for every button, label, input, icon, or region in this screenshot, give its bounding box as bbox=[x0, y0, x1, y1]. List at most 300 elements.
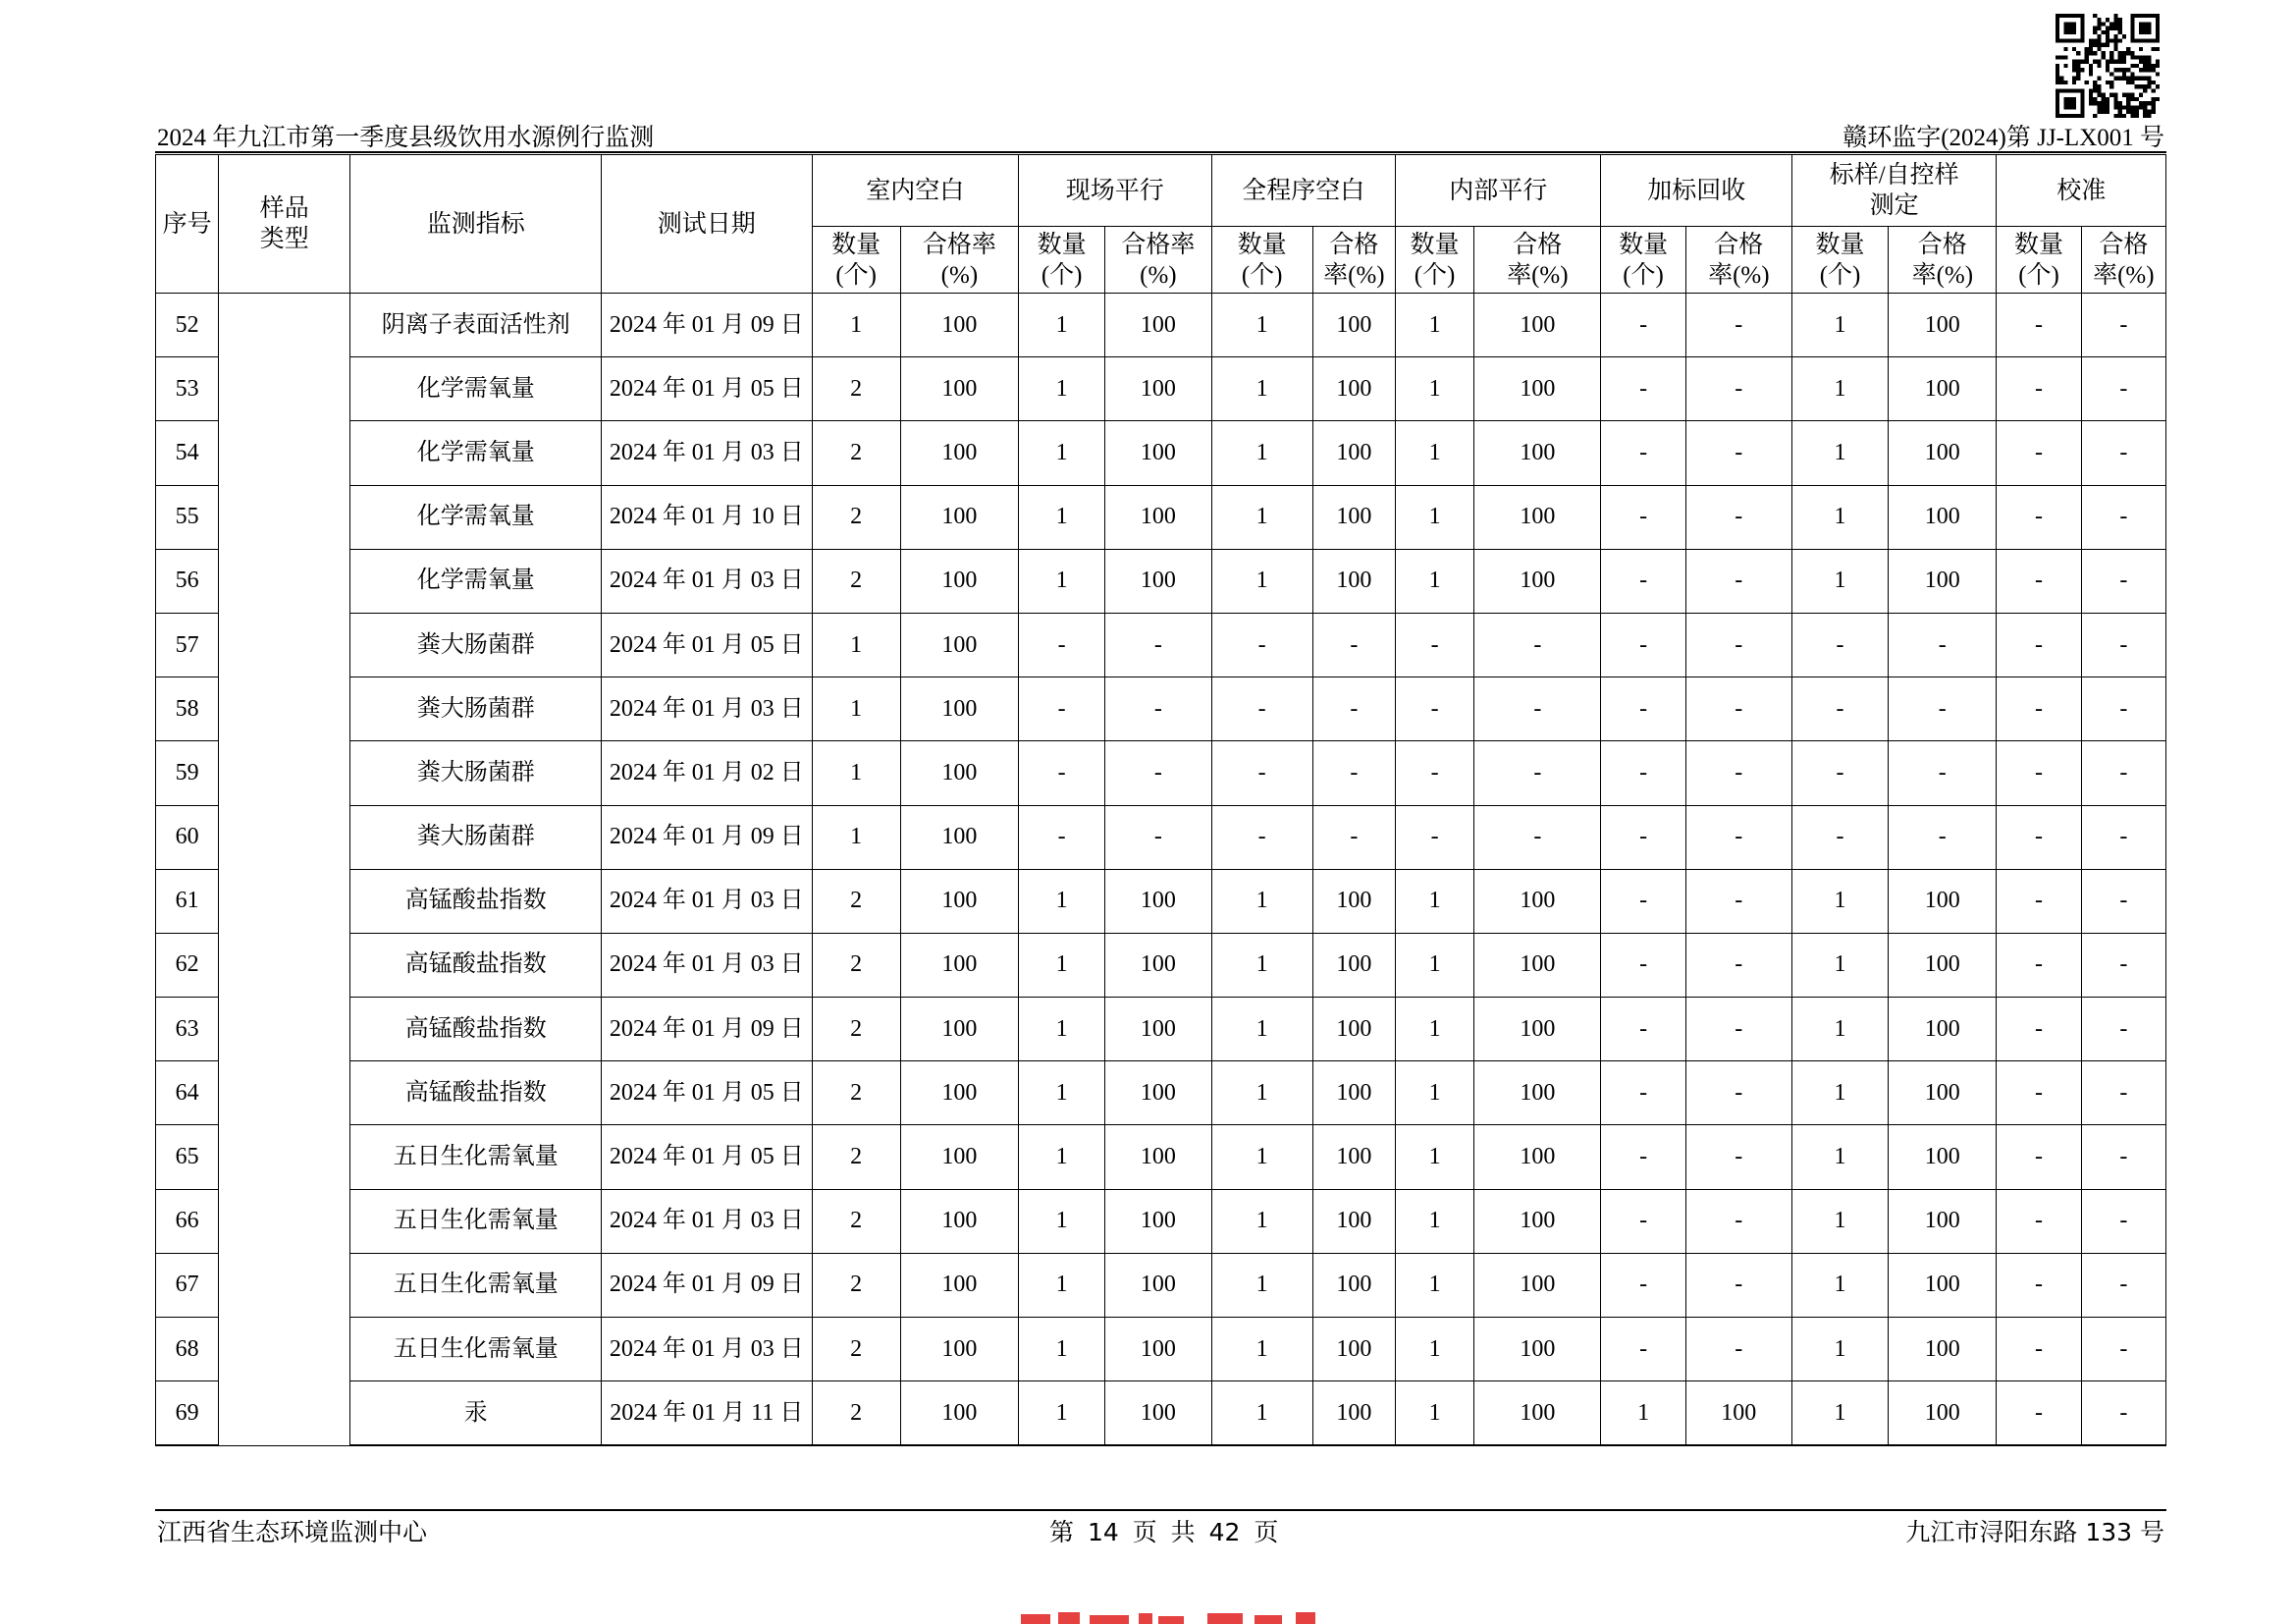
th-group: 现场平行 bbox=[1019, 155, 1211, 227]
cell-value: 100 bbox=[900, 998, 1018, 1061]
cell-value: 1 bbox=[1019, 485, 1105, 549]
cell-value: - bbox=[1601, 741, 1685, 805]
cell-value: 100 bbox=[1889, 294, 1997, 357]
cell-value: 100 bbox=[1474, 1189, 1601, 1253]
cell-value: - bbox=[1889, 741, 1997, 805]
cell-value: - bbox=[1312, 677, 1395, 741]
cell-value: 100 bbox=[1312, 1253, 1395, 1317]
cell-value: 1 bbox=[1395, 549, 1473, 613]
cell-value: 2 bbox=[812, 1381, 900, 1446]
cell-value: - bbox=[1019, 741, 1105, 805]
cell-value: 1 bbox=[1019, 869, 1105, 933]
cell-value: - bbox=[2081, 613, 2165, 677]
cell-value: - bbox=[1601, 677, 1685, 741]
th-sub: 数量 (个) bbox=[1211, 227, 1312, 294]
cell-value: 2 bbox=[812, 1253, 900, 1317]
cell-seq: 60 bbox=[156, 805, 219, 869]
cell-value: 1 bbox=[1211, 1381, 1312, 1446]
cell-test-date: 2024 年 01 月 03 日 bbox=[602, 1189, 813, 1253]
cell-value: 1 bbox=[1791, 1061, 1888, 1125]
cell-value: - bbox=[2081, 677, 2165, 741]
cell-value: 1 bbox=[1211, 1318, 1312, 1381]
cell-test-date: 2024 年 01 月 02 日 bbox=[602, 741, 813, 805]
cell-value: - bbox=[1211, 677, 1312, 741]
cell-value: 2 bbox=[812, 933, 900, 997]
cell-value: - bbox=[1997, 421, 2081, 485]
cell-value: 100 bbox=[900, 549, 1018, 613]
cell-value: 100 bbox=[1105, 1253, 1211, 1317]
cell-value: 1 bbox=[1019, 294, 1105, 357]
cell-value: - bbox=[1997, 1253, 2081, 1317]
cell-value: 100 bbox=[1105, 1061, 1211, 1125]
cell-value: - bbox=[1685, 677, 1791, 741]
header-rule bbox=[155, 151, 2166, 153]
cell-value: 100 bbox=[1474, 485, 1601, 549]
cell-value: - bbox=[1685, 1061, 1791, 1125]
cell-value: 100 bbox=[900, 1189, 1018, 1253]
cell-value: - bbox=[1019, 613, 1105, 677]
cell-value: - bbox=[1601, 421, 1685, 485]
cell-value: - bbox=[1105, 677, 1211, 741]
th-sub: 合格率 (%) bbox=[900, 227, 1018, 294]
cell-value: - bbox=[2081, 485, 2165, 549]
cell-value: 2 bbox=[812, 1061, 900, 1125]
th-sub: 数量 (个) bbox=[1395, 227, 1473, 294]
th-group: 内部平行 bbox=[1395, 155, 1601, 227]
cell-value: 2 bbox=[812, 998, 900, 1061]
cell-value: 100 bbox=[1312, 485, 1395, 549]
cell-value: 100 bbox=[900, 1318, 1018, 1381]
cell-value: 1 bbox=[1395, 933, 1473, 997]
cell-value: 1 bbox=[1211, 1061, 1312, 1125]
cell-value: - bbox=[1685, 1125, 1791, 1189]
cell-value: - bbox=[1312, 741, 1395, 805]
cell-value: - bbox=[1685, 1189, 1791, 1253]
cell-value: 100 bbox=[900, 933, 1018, 997]
cell-value: 1 bbox=[812, 741, 900, 805]
cell-value: 1 bbox=[1791, 357, 1888, 421]
table-row bbox=[156, 549, 2166, 613]
cell-value: - bbox=[1685, 1253, 1791, 1317]
cell-value: 1 bbox=[1395, 869, 1473, 933]
cell-value: - bbox=[1105, 741, 1211, 805]
cell-indicator: 粪大肠菌群 bbox=[350, 805, 602, 869]
cell-value: 1 bbox=[1395, 1318, 1473, 1381]
table-row bbox=[156, 421, 2166, 485]
cell-test-date: 2024 年 01 月 09 日 bbox=[602, 805, 813, 869]
cell-value: - bbox=[1997, 1125, 2081, 1189]
cell-value: - bbox=[1997, 1189, 2081, 1253]
cell-value: 100 bbox=[900, 741, 1018, 805]
cell-value: - bbox=[2081, 1318, 2165, 1381]
cell-test-date: 2024 年 01 月 05 日 bbox=[602, 1061, 813, 1125]
cell-test-date: 2024 年 01 月 03 日 bbox=[602, 1318, 813, 1381]
cell-value: 2 bbox=[812, 1318, 900, 1381]
table-row bbox=[156, 741, 2166, 805]
cell-value: 100 bbox=[1105, 869, 1211, 933]
cell-value: 1 bbox=[1019, 357, 1105, 421]
cell-value: 1 bbox=[1211, 485, 1312, 549]
cell-value: 1 bbox=[1791, 1318, 1888, 1381]
cell-value: 1 bbox=[1791, 421, 1888, 485]
cell-value: - bbox=[1312, 805, 1395, 869]
cell-test-date: 2024 年 01 月 10 日 bbox=[602, 485, 813, 549]
cell-value: - bbox=[1312, 613, 1395, 677]
cell-value: - bbox=[1791, 741, 1888, 805]
cell-value: - bbox=[2081, 1253, 2165, 1317]
cell-indicator: 化学需氧量 bbox=[350, 421, 602, 485]
th-test-date: 测试日期 bbox=[602, 155, 813, 294]
cell-value: 1 bbox=[812, 677, 900, 741]
cell-value: - bbox=[1685, 805, 1791, 869]
th-sub: 合格 率(%) bbox=[1889, 227, 1997, 294]
cell-value: 100 bbox=[1105, 1318, 1211, 1381]
cell-value: 1 bbox=[1791, 1189, 1888, 1253]
cell-value: 1 bbox=[1395, 998, 1473, 1061]
cell-value: 100 bbox=[1312, 1189, 1395, 1253]
footer-rule bbox=[155, 1509, 2166, 1511]
cell-value: - bbox=[1685, 485, 1791, 549]
cell-value: 100 bbox=[900, 294, 1018, 357]
cell-seq: 66 bbox=[156, 1189, 219, 1253]
cell-value: - bbox=[1997, 613, 2081, 677]
cell-value: 100 bbox=[1105, 933, 1211, 997]
cell-value: 2 bbox=[812, 485, 900, 549]
th-seq: 序号 bbox=[156, 155, 219, 294]
table-row bbox=[156, 869, 2166, 933]
cell-value: - bbox=[1997, 677, 2081, 741]
cell-value: 100 bbox=[1889, 357, 1997, 421]
cell-value: - bbox=[2081, 998, 2165, 1061]
qc-table bbox=[155, 154, 2166, 1446]
cell-value: - bbox=[1601, 998, 1685, 1061]
cell-seq: 58 bbox=[156, 677, 219, 741]
cell-value: 100 bbox=[1105, 1125, 1211, 1189]
cell-value: 100 bbox=[1312, 869, 1395, 933]
cell-value: - bbox=[1791, 613, 1888, 677]
cell-value: 1 bbox=[1019, 1381, 1105, 1446]
footer-org: 江西省生态环境监测中心 bbox=[157, 1518, 428, 1546]
cell-value: - bbox=[2081, 421, 2165, 485]
cell-value: 100 bbox=[900, 421, 1018, 485]
cell-value: - bbox=[1601, 549, 1685, 613]
cell-value: 1 bbox=[1211, 1189, 1312, 1253]
cell-value: - bbox=[2081, 294, 2165, 357]
th-group-label: 标样/自控样 测定 bbox=[1829, 162, 1959, 219]
cell-indicator: 五日生化需氧量 bbox=[350, 1125, 602, 1189]
cell-value: 100 bbox=[900, 613, 1018, 677]
cell-value: - bbox=[2081, 549, 2165, 613]
cell-value: 1 bbox=[1211, 421, 1312, 485]
th-group bbox=[1791, 155, 1997, 227]
th-sub: 数量 (个) bbox=[1601, 227, 1685, 294]
cell-value: - bbox=[1997, 485, 2081, 549]
cell-value: - bbox=[2081, 1189, 2165, 1253]
cell-value: - bbox=[1997, 741, 2081, 805]
cell-value: 100 bbox=[1889, 421, 1997, 485]
cell-value: - bbox=[1889, 805, 1997, 869]
cell-value: 2 bbox=[812, 421, 900, 485]
cell-seq: 62 bbox=[156, 933, 219, 997]
cell-value: - bbox=[1211, 613, 1312, 677]
th-sub: 合格 率(%) bbox=[1685, 227, 1791, 294]
cell-value: 100 bbox=[1312, 933, 1395, 997]
cell-value: 100 bbox=[1889, 1125, 1997, 1189]
cell-value: 100 bbox=[1312, 1318, 1395, 1381]
cell-value: 2 bbox=[812, 869, 900, 933]
cell-value: - bbox=[1395, 805, 1473, 869]
cell-value: - bbox=[1474, 741, 1601, 805]
cell-test-date: 2024 年 01 月 09 日 bbox=[602, 998, 813, 1061]
cell-value: - bbox=[1601, 485, 1685, 549]
cell-test-date: 2024 年 01 月 05 日 bbox=[602, 1125, 813, 1189]
cell-value: - bbox=[1997, 869, 2081, 933]
th-sub: 数量 (个) bbox=[812, 227, 900, 294]
cell-value: - bbox=[1019, 677, 1105, 741]
cell-seq: 69 bbox=[156, 1381, 219, 1446]
cell-value: 100 bbox=[900, 485, 1018, 549]
cell-value: 1 bbox=[1395, 294, 1473, 357]
cell-indicator: 化学需氧量 bbox=[350, 485, 602, 549]
cell-seq: 67 bbox=[156, 1253, 219, 1317]
cell-value: 100 bbox=[1312, 294, 1395, 357]
cell-value: - bbox=[1997, 357, 2081, 421]
th-sub: 合格率 (%) bbox=[1105, 227, 1211, 294]
cell-indicator: 粪大肠菌群 bbox=[350, 741, 602, 805]
cell-seq: 53 bbox=[156, 357, 219, 421]
qr-code-icon bbox=[2056, 14, 2160, 118]
cell-seq: 59 bbox=[156, 741, 219, 805]
cell-value: - bbox=[1791, 805, 1888, 869]
cell-value: - bbox=[1601, 1061, 1685, 1125]
table-row bbox=[156, 294, 2166, 357]
cell-value: - bbox=[1474, 677, 1601, 741]
th-sub: 数量 (个) bbox=[1019, 227, 1105, 294]
cell-value: 2 bbox=[812, 1125, 900, 1189]
cell-indicator: 粪大肠菌群 bbox=[350, 613, 602, 677]
cell-value: 100 bbox=[1474, 1061, 1601, 1125]
cell-value: 1 bbox=[1211, 998, 1312, 1061]
cell-value: - bbox=[1685, 613, 1791, 677]
cell-value: - bbox=[1685, 421, 1791, 485]
cell-value: 100 bbox=[1474, 933, 1601, 997]
cell-value: 1 bbox=[1019, 1189, 1105, 1253]
cell-value: 100 bbox=[1105, 549, 1211, 613]
cell-value: 100 bbox=[1474, 869, 1601, 933]
cell-value: - bbox=[2081, 869, 2165, 933]
cell-seq: 63 bbox=[156, 998, 219, 1061]
cell-test-date: 2024 年 01 月 03 日 bbox=[602, 549, 813, 613]
cell-value: 1 bbox=[812, 805, 900, 869]
cell-value: 100 bbox=[1474, 549, 1601, 613]
cell-value: - bbox=[2081, 1381, 2165, 1446]
cell-value: - bbox=[1685, 549, 1791, 613]
th-group: 室内空白 bbox=[812, 155, 1019, 227]
cell-value: 100 bbox=[1312, 549, 1395, 613]
cell-value: - bbox=[1791, 677, 1888, 741]
cell-value: - bbox=[1685, 1318, 1791, 1381]
cell-value: 1 bbox=[1791, 869, 1888, 933]
table-row bbox=[156, 357, 2166, 421]
cell-value: - bbox=[1474, 613, 1601, 677]
cell-seq: 56 bbox=[156, 549, 219, 613]
cell-value: 100 bbox=[1889, 1061, 1997, 1125]
cell-value: 1 bbox=[1019, 421, 1105, 485]
cell-seq: 61 bbox=[156, 869, 219, 933]
cell-value: - bbox=[1601, 1189, 1685, 1253]
cell-value: 1 bbox=[1791, 1381, 1888, 1446]
cell-value: - bbox=[1601, 613, 1685, 677]
cell-value: 1 bbox=[812, 294, 900, 357]
cell-value: - bbox=[1395, 741, 1473, 805]
cell-indicator: 化学需氧量 bbox=[350, 549, 602, 613]
cell-value: - bbox=[1685, 869, 1791, 933]
cell-test-date: 2024 年 01 月 09 日 bbox=[602, 294, 813, 357]
cell-value: - bbox=[1601, 1253, 1685, 1317]
cell-value: 1 bbox=[1395, 357, 1473, 421]
cell-value: 100 bbox=[1474, 1318, 1601, 1381]
cell-value: 1 bbox=[1601, 1381, 1685, 1446]
cell-value: 2 bbox=[812, 357, 900, 421]
cell-value: 100 bbox=[1312, 1061, 1395, 1125]
cell-value: - bbox=[1889, 613, 1997, 677]
cell-value: 100 bbox=[900, 1381, 1018, 1446]
th-sample-type bbox=[219, 155, 350, 294]
cell-value: - bbox=[1601, 1318, 1685, 1381]
cell-value: - bbox=[1601, 357, 1685, 421]
cell-seq: 65 bbox=[156, 1125, 219, 1189]
cell-value: 100 bbox=[1312, 1125, 1395, 1189]
cell-value: 100 bbox=[1105, 357, 1211, 421]
cell-value: 100 bbox=[1889, 1381, 1997, 1446]
cell-value: - bbox=[1889, 677, 1997, 741]
cell-value: 100 bbox=[1312, 421, 1395, 485]
cell-value: 100 bbox=[1105, 294, 1211, 357]
cell-value: 100 bbox=[1474, 1125, 1601, 1189]
cell-value: - bbox=[1211, 805, 1312, 869]
cell-indicator: 五日生化需氧量 bbox=[350, 1189, 602, 1253]
cell-value: 1 bbox=[1395, 1125, 1473, 1189]
cell-value: 1 bbox=[1791, 1125, 1888, 1189]
cell-indicator: 高锰酸盐指数 bbox=[350, 1061, 602, 1125]
table-row bbox=[156, 1125, 2166, 1189]
cell-value: 100 bbox=[1474, 998, 1601, 1061]
th-sample-type-label: 样品 类型 bbox=[259, 195, 309, 252]
cell-value: 1 bbox=[1395, 485, 1473, 549]
table-row bbox=[156, 1061, 2166, 1125]
table-row bbox=[156, 677, 2166, 741]
cell-value: - bbox=[2081, 741, 2165, 805]
cell-value: 100 bbox=[1312, 357, 1395, 421]
cell-value: 100 bbox=[1889, 485, 1997, 549]
cell-value: - bbox=[1997, 1318, 2081, 1381]
cell-value: - bbox=[1105, 805, 1211, 869]
cell-value: 1 bbox=[1019, 1253, 1105, 1317]
cell-indicator: 高锰酸盐指数 bbox=[350, 998, 602, 1061]
cell-value: - bbox=[1685, 933, 1791, 997]
cell-value: 100 bbox=[900, 805, 1018, 869]
cell-indicator: 五日生化需氧量 bbox=[350, 1253, 602, 1317]
cell-value: 100 bbox=[1889, 869, 1997, 933]
cell-value: 1 bbox=[1211, 549, 1312, 613]
cell-value: 100 bbox=[1312, 1381, 1395, 1446]
table-row bbox=[156, 1318, 2166, 1381]
table-row bbox=[156, 485, 2166, 549]
cell-indicator: 高锰酸盐指数 bbox=[350, 933, 602, 997]
cell-value: - bbox=[2081, 1061, 2165, 1125]
report-number: 赣环监字(2024)第 JJ-LX001 号 bbox=[1842, 125, 2164, 151]
footer-page-number: 第 14 页 共 42 页 bbox=[1049, 1518, 1279, 1546]
cell-value: - bbox=[1601, 805, 1685, 869]
cell-indicator: 阴离子表面活性剂 bbox=[350, 294, 602, 357]
cell-value: 100 bbox=[1889, 1318, 1997, 1381]
table-row bbox=[156, 1189, 2166, 1253]
cell-value: 100 bbox=[1889, 549, 1997, 613]
cell-indicator: 五日生化需氧量 bbox=[350, 1318, 602, 1381]
cell-value: - bbox=[1685, 741, 1791, 805]
cell-value: 100 bbox=[1474, 1381, 1601, 1446]
table-row bbox=[156, 998, 2166, 1061]
cell-value: 100 bbox=[1474, 421, 1601, 485]
cell-value: 100 bbox=[900, 1061, 1018, 1125]
cell-value: 1 bbox=[812, 613, 900, 677]
cell-value: 100 bbox=[1889, 1253, 1997, 1317]
cell-value: 1 bbox=[1019, 1125, 1105, 1189]
cell-value: - bbox=[1997, 549, 2081, 613]
cell-value: 1 bbox=[1791, 998, 1888, 1061]
th-group: 加标回收 bbox=[1601, 155, 1791, 227]
footer-address: 九江市浔阳东路 133 号 bbox=[1905, 1518, 2164, 1546]
cell-value: - bbox=[1997, 998, 2081, 1061]
cell-test-date: 2024 年 01 月 03 日 bbox=[602, 933, 813, 997]
cell-value: - bbox=[2081, 1125, 2165, 1189]
cell-value: 100 bbox=[1105, 421, 1211, 485]
cell-value: 100 bbox=[900, 1125, 1018, 1189]
cell-value: - bbox=[1474, 805, 1601, 869]
cell-value: 100 bbox=[1105, 1381, 1211, 1446]
cell-value: 1 bbox=[1211, 294, 1312, 357]
cell-indicator: 高锰酸盐指数 bbox=[350, 869, 602, 933]
th-indicator: 监测指标 bbox=[350, 155, 602, 294]
cell-value: - bbox=[1997, 933, 2081, 997]
cell-indicator: 化学需氧量 bbox=[350, 357, 602, 421]
cell-value: - bbox=[1395, 613, 1473, 677]
cell-value: 100 bbox=[900, 869, 1018, 933]
cell-test-date: 2024 年 01 月 11 日 bbox=[602, 1381, 813, 1446]
cell-value: 1 bbox=[1211, 1253, 1312, 1317]
cell-value: 1 bbox=[1019, 933, 1105, 997]
cell-value: - bbox=[1997, 805, 2081, 869]
cell-value: 100 bbox=[1105, 998, 1211, 1061]
cell-value: 100 bbox=[1889, 998, 1997, 1061]
cell-value: 100 bbox=[1105, 1189, 1211, 1253]
cell-test-date: 2024 年 01 月 09 日 bbox=[602, 1253, 813, 1317]
cell-value: - bbox=[1601, 1125, 1685, 1189]
cell-value: - bbox=[1685, 998, 1791, 1061]
cell-value: - bbox=[1601, 294, 1685, 357]
cell-value: 100 bbox=[900, 357, 1018, 421]
cell-test-date: 2024 年 01 月 03 日 bbox=[602, 677, 813, 741]
cell-seq: 68 bbox=[156, 1318, 219, 1381]
cell-value: 1 bbox=[1211, 933, 1312, 997]
cell-value: 1 bbox=[1019, 1318, 1105, 1381]
table-row bbox=[156, 1253, 2166, 1317]
cell-value: - bbox=[1601, 933, 1685, 997]
cell-seq: 52 bbox=[156, 294, 219, 357]
th-group: 校准 bbox=[1997, 155, 2166, 227]
cell-value: 1 bbox=[1791, 1253, 1888, 1317]
cell-value: 1 bbox=[1395, 1381, 1473, 1446]
